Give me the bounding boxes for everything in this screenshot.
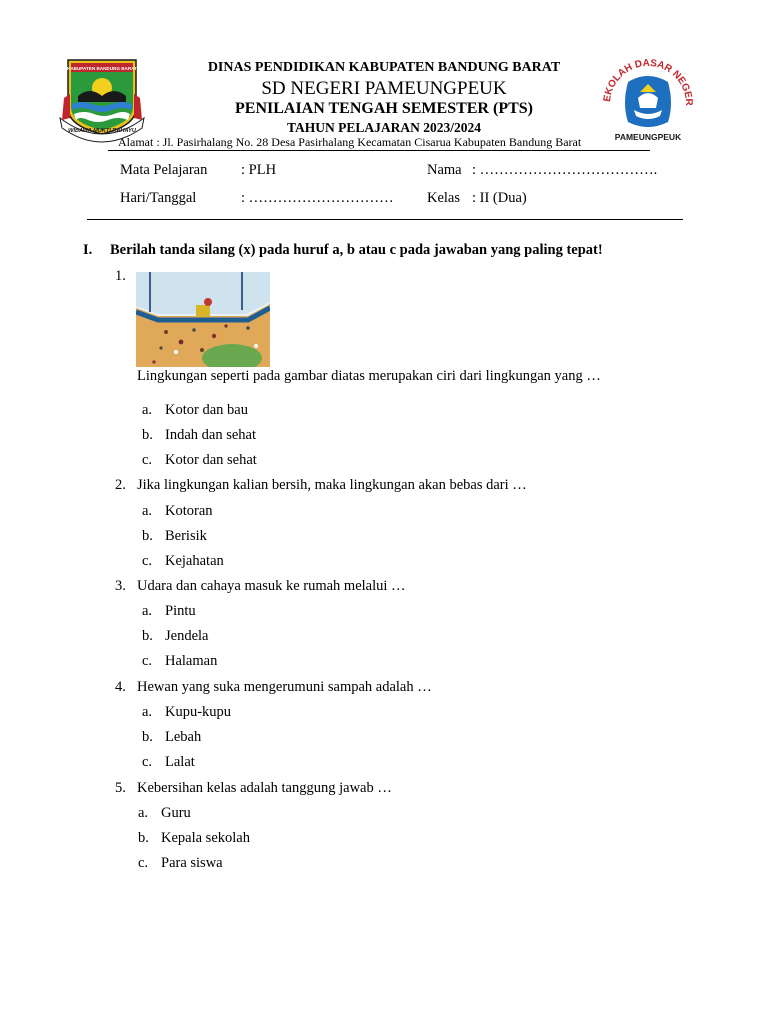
school-logo-bottom-text: PAMEUNGPEUK bbox=[614, 132, 682, 142]
question-5-option-a-letter: a. bbox=[138, 805, 149, 821]
question-5-option-a: Guru bbox=[161, 805, 191, 821]
question-1-text: Lingkungan seperti pada gambar diatas merupakan ciri dari lingkungan yang … bbox=[137, 368, 601, 384]
header-exam: PENILAIAN TENGAH SEMESTER (PTS) bbox=[235, 100, 533, 117]
question-4-option-c: Lalat bbox=[165, 754, 195, 770]
question-2-option-a: Kotoran bbox=[165, 503, 213, 519]
name-value: : ………………………………. bbox=[472, 162, 658, 178]
header-address: Alamat : Jl. Pasirhalang No. 28 Desa Pasirhalang Kecamatan Cisarua Kabupaten Bandung Barat bbox=[118, 135, 582, 149]
question-2-option-b-letter: b. bbox=[142, 528, 153, 544]
question-5-text: Kebersihan kelas adalah tanggung jawab … bbox=[137, 780, 392, 796]
name-label: Nama bbox=[427, 162, 462, 178]
question-2-text: Jika lingkungan kalian bersih, maka lingkungan akan bebas dari … bbox=[137, 477, 527, 493]
header-divider bbox=[108, 150, 650, 151]
question-3-number: 3. bbox=[115, 578, 126, 594]
section-instruction: Berilah tanda silang (x) pada huruf a, b atau c pada jawaban yang paling tepat! bbox=[110, 242, 603, 258]
question-3-text: Udara dan cahaya masuk ke rumah melalui … bbox=[137, 578, 406, 594]
question-4-option-a: Kupu-kupu bbox=[165, 704, 232, 720]
kbb-logo-top-text: KABUPATEN BANDUNG BARAT bbox=[67, 66, 137, 71]
question-1-option-c: Kotor dan sehat bbox=[165, 452, 257, 468]
date-label: Hari/Tanggal bbox=[120, 190, 197, 206]
question-5-option-b: Kepala sekolah bbox=[161, 830, 250, 846]
question-1-option-b-letter: b. bbox=[142, 427, 153, 443]
question-1-option-a-letter: a. bbox=[142, 402, 153, 418]
question-5-option-c: Para siswa bbox=[161, 855, 223, 871]
question-1-option-a: Kotor dan bau bbox=[165, 402, 248, 418]
question-3-option-a: Pintu bbox=[165, 603, 196, 619]
subject-value: : PLH bbox=[241, 162, 277, 178]
question-3-option-c: Halaman bbox=[165, 653, 218, 669]
kbb-logo-motto: WIBAWA MUKTI RAHAYU bbox=[68, 128, 136, 134]
question-1-option-b: Indah dan sehat bbox=[165, 427, 256, 443]
question-3-option-b: Jendela bbox=[165, 628, 209, 644]
header-year: TAHUN PELAJARAN 2023/2024 bbox=[286, 120, 481, 135]
question-3-option-b-letter: b. bbox=[142, 628, 153, 644]
question-1-picture bbox=[136, 272, 270, 367]
header-agency: DINAS PENDIDIKAN KABUPATEN BANDUNG BARAT bbox=[207, 60, 561, 75]
question-2-number: 2. bbox=[115, 477, 126, 493]
class-value: : II (Dua) bbox=[472, 190, 527, 206]
question-1-number: 1. bbox=[115, 268, 126, 284]
date-value: : ………………………… bbox=[241, 190, 394, 206]
question-4-option-c-letter: c. bbox=[142, 754, 153, 770]
question-5-option-b-letter: b. bbox=[138, 830, 149, 846]
subject-label: Mata Pelajaran bbox=[120, 162, 208, 178]
question-4-option-b-letter: b. bbox=[142, 729, 153, 745]
section-number: I. bbox=[83, 242, 93, 258]
question-4-option-a-letter: a. bbox=[142, 704, 153, 720]
info-divider bbox=[87, 219, 683, 220]
question-5-option-c-letter: c. bbox=[138, 855, 149, 871]
class-label: Kelas bbox=[427, 190, 461, 206]
question-3-option-c-letter: c. bbox=[142, 653, 153, 669]
question-2-option-b: Berisik bbox=[165, 528, 207, 544]
question-2-option-a-letter: a. bbox=[142, 503, 153, 519]
question-4-number: 4. bbox=[115, 679, 126, 695]
header-school: SD NEGERI PAMEUNGPEUK bbox=[261, 78, 507, 99]
school-logo-arc-text: EKOLAH DASAR NEGER bbox=[601, 57, 695, 107]
question-4-option-b: Lebah bbox=[165, 729, 202, 745]
question-1-option-c-letter: c. bbox=[142, 452, 153, 468]
question-5-number: 5. bbox=[115, 780, 126, 796]
question-2-option-c-letter: c. bbox=[142, 553, 153, 569]
question-2-option-c: Kejahatan bbox=[165, 553, 224, 569]
question-3-option-a-letter: a. bbox=[142, 603, 153, 619]
question-4-text: Hewan yang suka mengerumuni sampah adalah … bbox=[137, 679, 432, 695]
